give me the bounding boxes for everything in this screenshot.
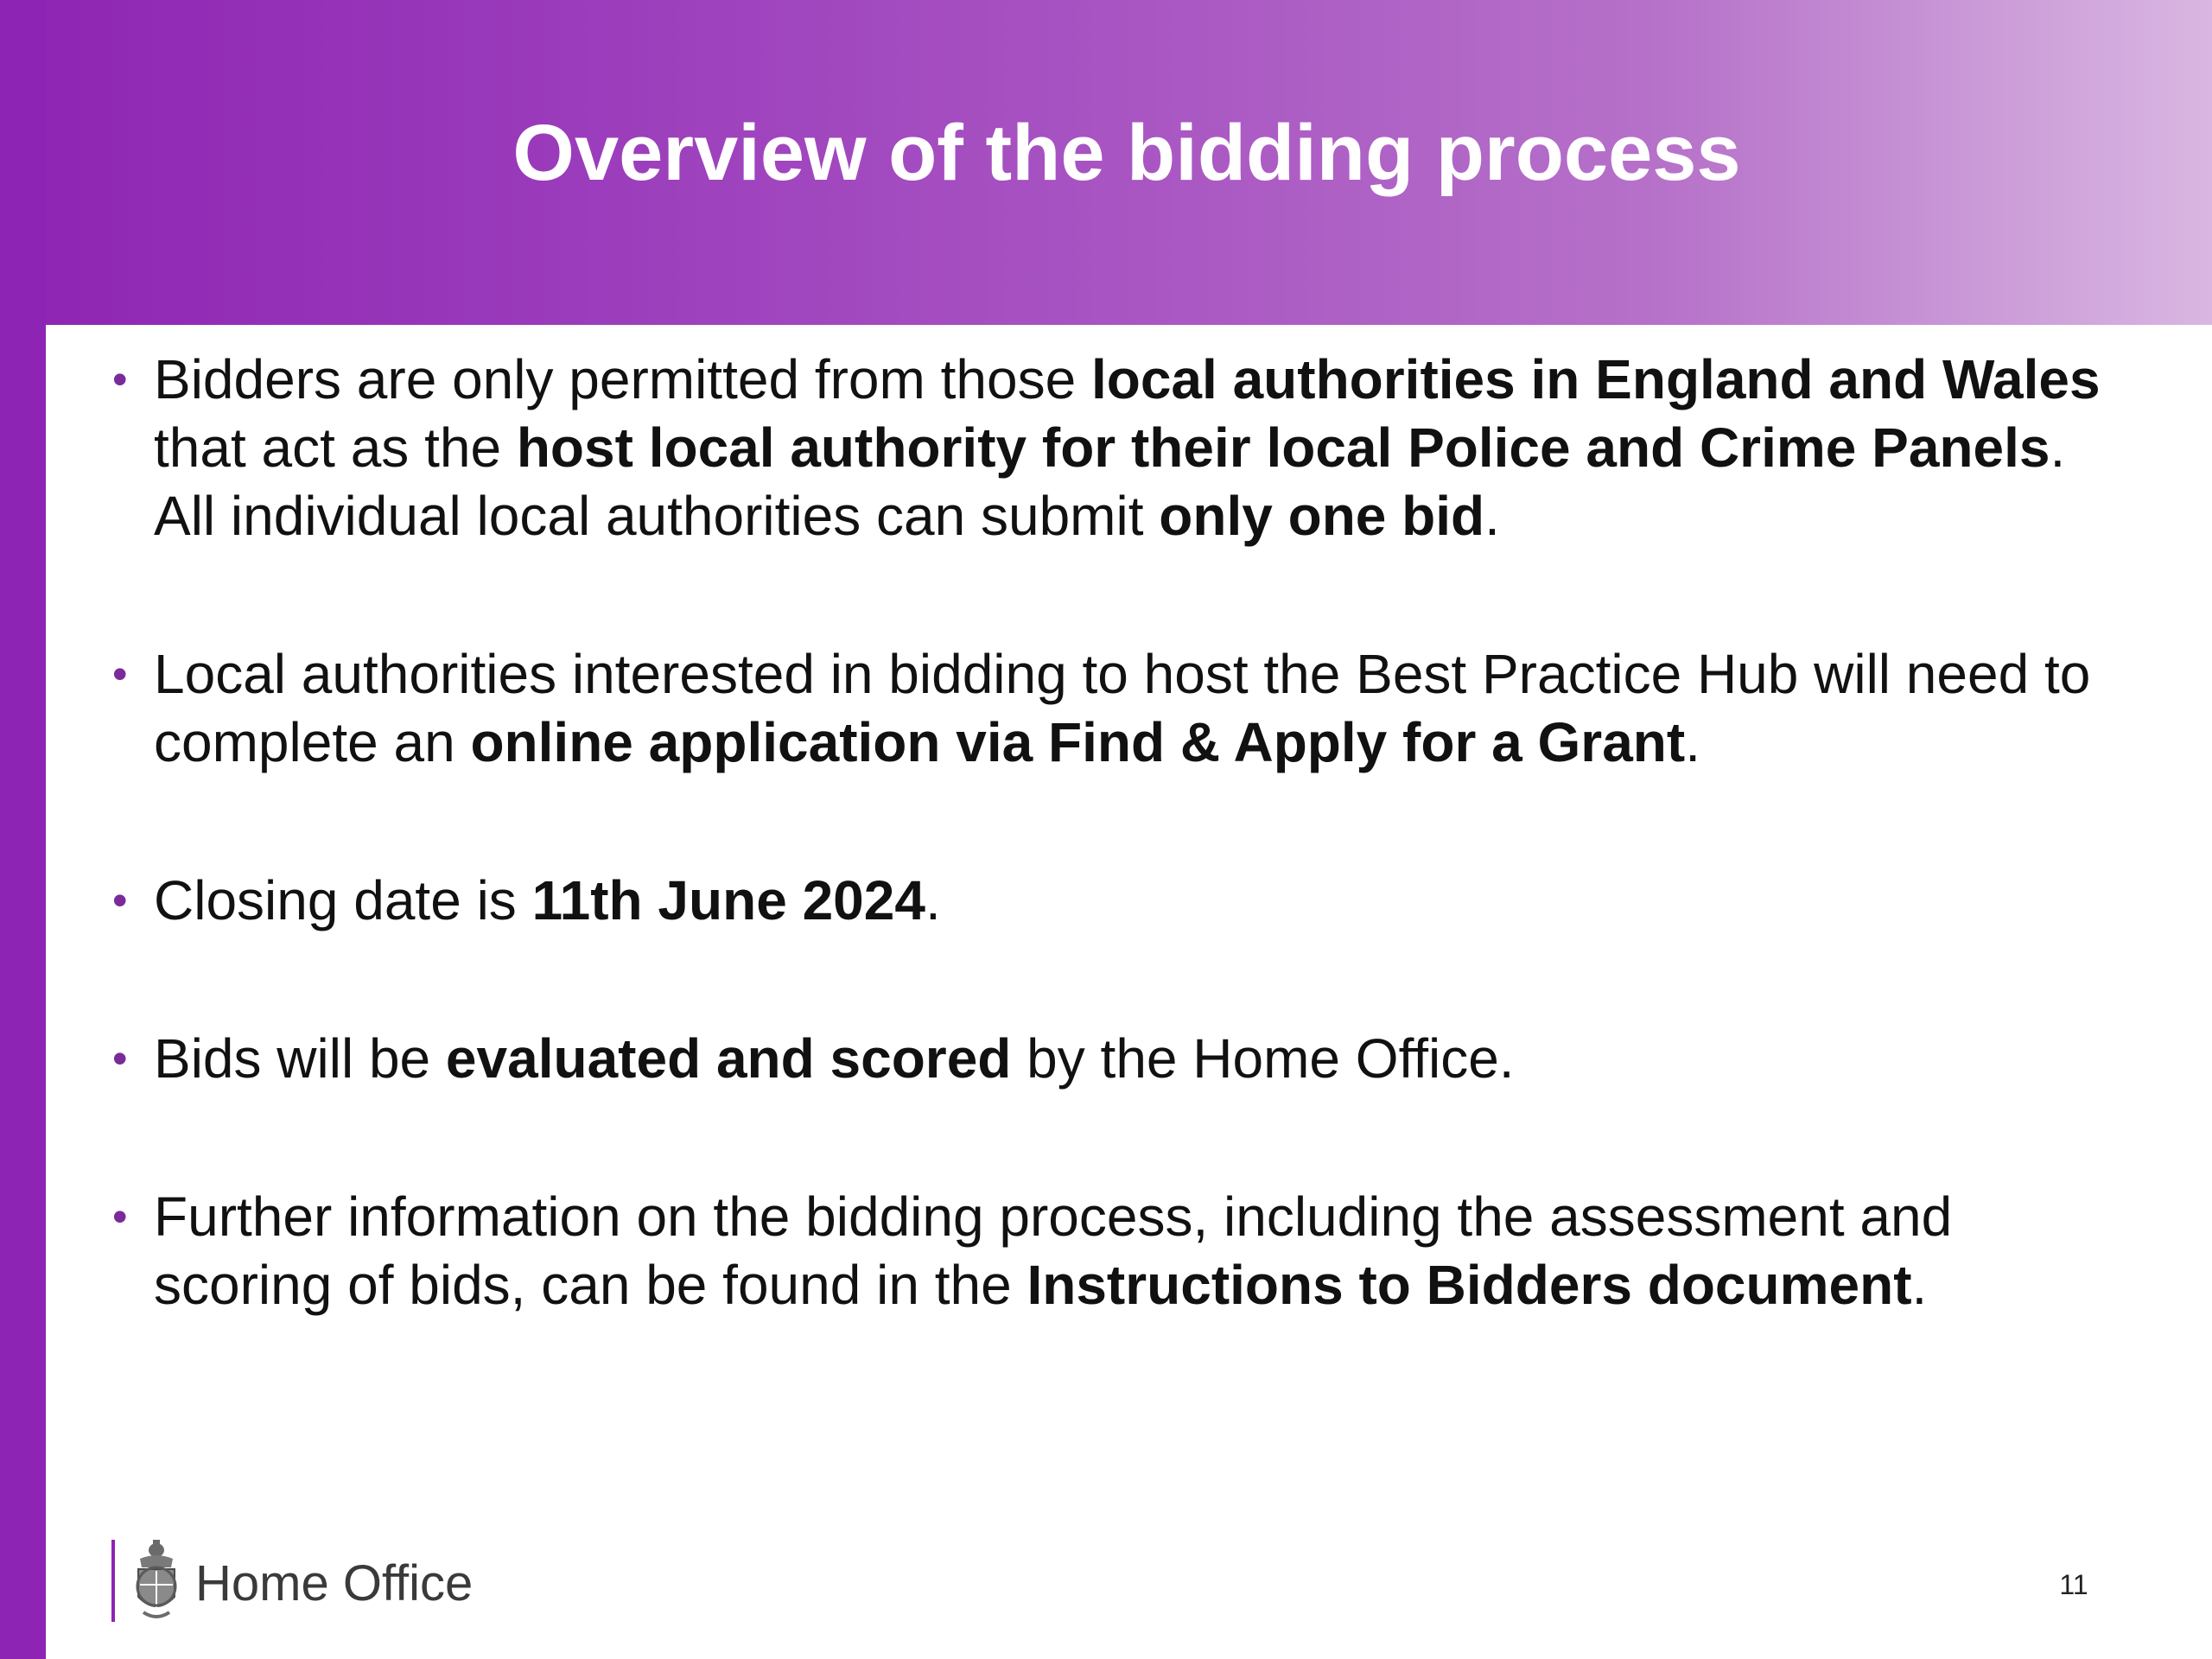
bullet-text: . bbox=[1484, 485, 1500, 547]
bullet-bold-text: 11th June 2024 bbox=[531, 869, 925, 931]
bullet-bold-text: only one bid bbox=[1159, 485, 1485, 547]
bullet-item bbox=[112, 640, 2117, 777]
bullet-item bbox=[112, 346, 2117, 550]
bullet-text: Bidders are only permitted from those bbox=[154, 348, 1091, 410]
bullet-bold-text: evaluated and scored bbox=[445, 1027, 1012, 1090]
left-accent-bar bbox=[0, 0, 46, 1659]
bullet-text: . bbox=[1911, 1254, 1928, 1316]
bullet-text: Local authorities interested in bidding to host the Best Practice Hub will need to complete an bbox=[154, 643, 2091, 773]
footer-brand: Home Office bbox=[195, 1555, 474, 1611]
slide-title: Overview of the bidding process bbox=[512, 109, 1741, 197]
royal-crest-icon bbox=[131, 1538, 181, 1624]
footer-divider bbox=[111, 1540, 115, 1622]
bullet-text: Further information on the bidding process, including the assessment and scoring of bids, can be found in the bbox=[154, 1185, 1953, 1316]
bullet-bold-text: Instructions to Bidders document bbox=[1027, 1254, 1912, 1316]
bullet-text: Bids will be bbox=[154, 1027, 446, 1090]
bullet-text: by the Home Office. bbox=[1011, 1027, 1515, 1090]
bullet-item bbox=[112, 1025, 2117, 1093]
bullet-text: . All individual local authorities can submit bbox=[154, 416, 2066, 547]
bullet-text: Closing date is bbox=[154, 869, 532, 931]
bullet-text: . bbox=[1685, 711, 1700, 773]
bullet-bold-text: local authorities in England and Wales bbox=[1090, 348, 2101, 410]
bullet-bold-text: host local authority for their local Police and Crime Panels bbox=[516, 416, 2050, 479]
bullet-text: that act as the bbox=[154, 416, 517, 479]
bullet-item bbox=[112, 867, 2117, 935]
bullet-bold-text: online application via Find & Apply for a Grant bbox=[470, 711, 1686, 773]
bullet-item bbox=[112, 1183, 2117, 1319]
bullet-text: . bbox=[925, 869, 941, 931]
page-number: 11 bbox=[2059, 1569, 2088, 1600]
bullet-list bbox=[112, 346, 2117, 1409]
